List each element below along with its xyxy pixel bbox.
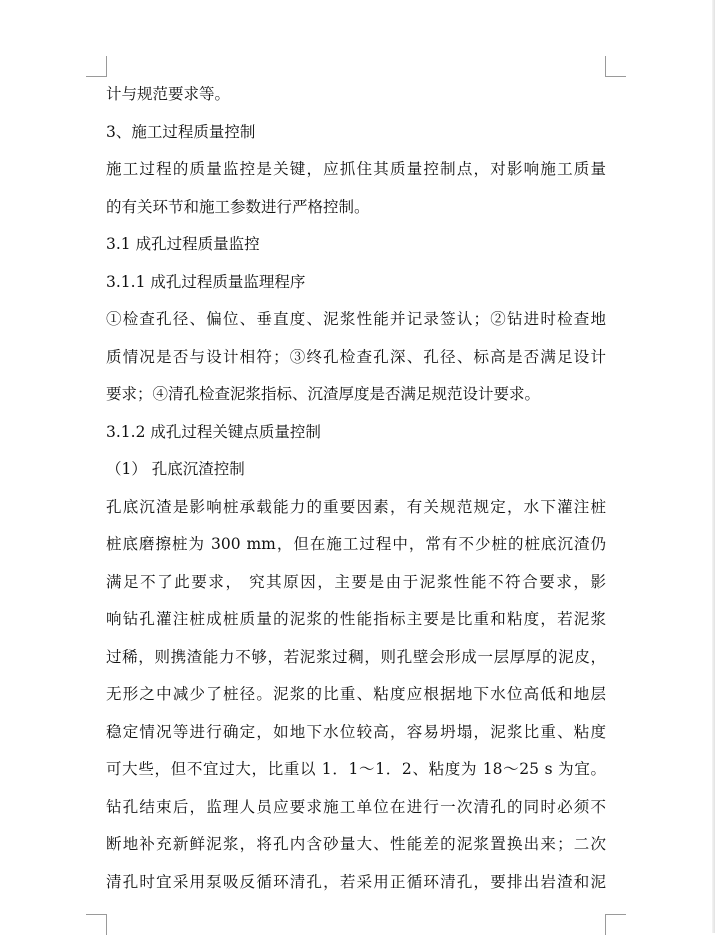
- text-line: 桩底磨擦桩为 300 mm，但在施工过程中，常有不少桩的桩底沉渣仍: [106, 535, 606, 553]
- margin-mark-bottom-right: [605, 914, 626, 935]
- text-line: 过稀，则携渣能力不够，若泥浆过稠，则孔壁会形成一层厚厚的泥皮，: [106, 647, 606, 666]
- text-line: 钻孔结束后，监理人员应要求施工单位在进行一次清孔的同时必须不: [106, 797, 606, 816]
- text-line: 计与规范要求等。: [106, 85, 231, 103]
- text-line: 的有关环节和施工参数进行严格控制。: [106, 197, 370, 216]
- text-line: 孔底沉渣是影响桩承载能力的重要因素，有关规范规定，水下灌注桩: [106, 497, 606, 516]
- margin-mark-bottom-left: [86, 914, 107, 935]
- text-line: 清孔时宜采用泵吸反循环清孔，若采用正循环清孔，要排出岩渣和泥: [106, 872, 606, 891]
- section-heading: 3、施工过程质量控制: [106, 122, 256, 141]
- subsection-heading: 3.1 成孔过程质量监控: [106, 235, 260, 253]
- item-heading: （1） 孔底沉渣控制: [106, 460, 245, 478]
- text-line: 无形之中减少了桩径。泥浆的比重、粘度应根据地下水位高低和地层: [106, 685, 606, 703]
- subsection-heading: 3.1.1 成孔过程质量监理程序: [106, 272, 306, 291]
- text-line: ①检查孔径、偏位、垂直度、泥浆性能并记录签认；②钻进时检查地: [106, 310, 606, 328]
- text-line: 稳定情况等进行确定，如地下水位较高，容易坍塌，泥浆比重、粘度: [106, 722, 606, 741]
- subsection-heading: 3.1.2 成孔过程关键点质量控制: [106, 422, 321, 441]
- text-line: 质情况是否与设计相符；③终孔检查孔深、孔径、标高是否满足设计: [106, 347, 606, 366]
- margin-mark-top-left: [86, 56, 107, 77]
- document-body: [106, 76, 606, 901]
- text-line: 施工过程的质量监控是关键，应抓住其质量控制点，对影响施工质量: [106, 160, 606, 178]
- margin-mark-top-right: [605, 56, 626, 77]
- text-line: 断地补充新鲜泥浆，将孔内含砂量大、性能差的泥浆置换出来；二次: [106, 835, 606, 853]
- text-line: 响钻孔灌注桩成桩质量的泥浆的性能指标主要是比重和粘度，若泥浆: [106, 610, 606, 628]
- text-line: 满足不了此要求， 究其原因，主要是由于泥浆性能不符合要求，影: [106, 572, 606, 591]
- text-line: 要求；④清孔检查泥浆指标、沉渣厚度是否满足规范设计要求。: [106, 385, 541, 403]
- text-line: 可大些，但不宜过大，比重以 1．1～1．2、粘度为 18～25 s 为宜。: [106, 760, 606, 778]
